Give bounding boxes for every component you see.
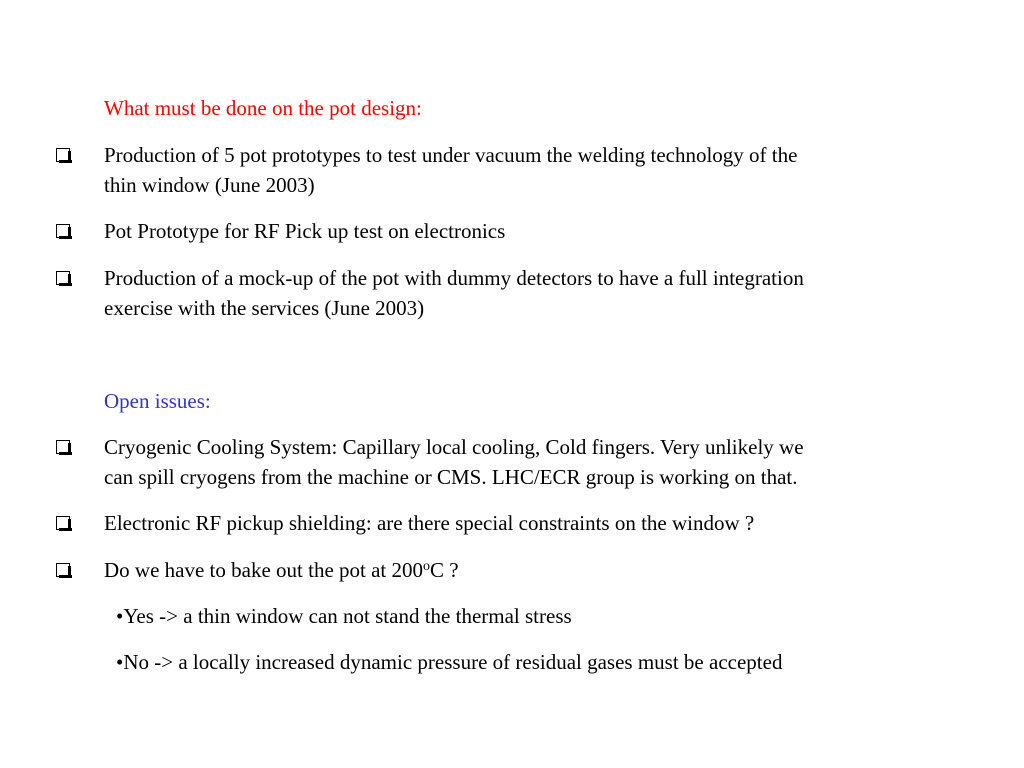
checkbox-square-icon — [56, 148, 70, 162]
checkbox-square-icon — [56, 563, 70, 577]
list-item-text: Do we have to bake out the pot at 200 — [104, 558, 423, 582]
section-heading-pot-design: What must be done on the pot design: — [104, 96, 422, 120]
list-item-line: Electronic RF pickup shielding: are there special constraints on the window ? — [104, 511, 755, 535]
list-item-line: exercise with the services (June 2003) — [104, 296, 425, 320]
list-item-line: Cryogenic Cooling System: Capillary local cooling, Cold fingers. Very unlikely we — [104, 435, 804, 459]
checkbox-square-icon — [56, 516, 70, 530]
sub-list-item: •Yes -> a thin window can not stand the thermal stress — [116, 604, 572, 628]
list-item-line — [104, 555, 459, 586]
list-item-line: thin window (June 2003) — [104, 173, 315, 197]
checkbox-square-icon — [56, 440, 70, 454]
list-item-line: Pot Prototype for RF Pick up test on electronics — [104, 219, 506, 243]
checkbox-square-icon — [56, 271, 70, 285]
list-item-line: Production of a mock-up of the pot with dummy detectors to have a full integration — [104, 266, 804, 290]
section-heading-open-issues: Open issues: — [104, 389, 211, 413]
list-item-line: can spill cryogens from the machine or CMS. LHC/ECR group is working on that. — [104, 465, 798, 489]
list-item-line: Production of 5 pot prototypes to test under vacuum the welding technology of the — [104, 143, 798, 167]
degree-superscript: o — [423, 559, 430, 574]
checkbox-square-icon — [56, 224, 70, 238]
sub-list-item: •No -> a locally increased dynamic pressure of residual gases must be accepted — [116, 650, 783, 674]
list-item-text: C ? — [430, 558, 459, 582]
